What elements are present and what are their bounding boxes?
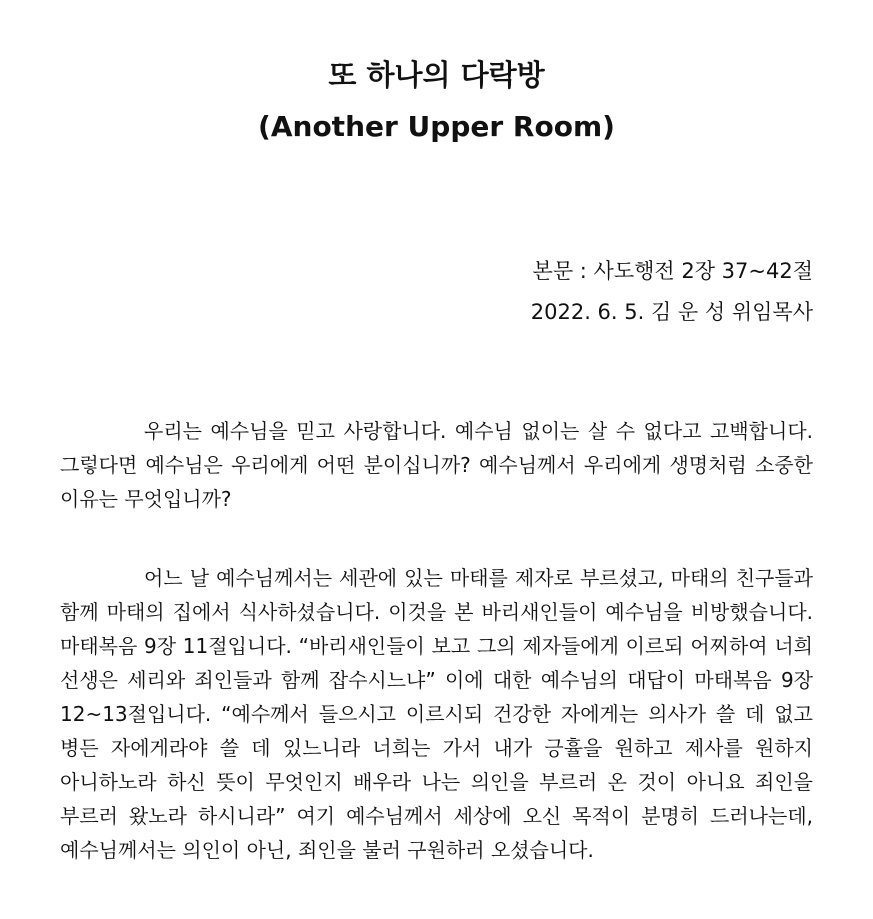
scripture-reference: 본문 : 사도행전 2장 37~42절 (532, 259, 813, 283)
sermon-title-korean: 또 하나의 다락방 (328, 58, 545, 92)
sermon-title-english: (Another Upper Room) (258, 110, 615, 143)
body-paragraph-2: 어느 날 예수님께서는 세관에 있는 마태를 제자로 부르셨고, 마태의 친구들과 함께 마태의 집에서 식사하셨습니다. 이것을 본 바리새인들이 예수님을 비방했습니다. 마태복음 9장 11절입니다. “바리새인들이 보고 그의 제자들에게 이르되 어찌하여 너희 선생은 세리와 죄인들과 함께 잡수시느냐” 이에 대한 예수님의 대답이 마태복음 9장 12~13절입니다. “예수께서 들으시고 이르시되 건강한 자에게는 의사가 쓸 데 없고 병든 자에게라야 쓸 데 있느니라 너희는 가서 내가 긍휼을 원하고 제사를 원하지 아니하노라 하신 뜻이 무엇인지 배우라 나는 의인을 부르러 온 것이 아니요 죄인을 부르러 왔노라 하시니라” 여기 예수님께서 세상에 오신 목적이 분명히 드러나는데, 예수님께서는 의인이 아닌, 죄인을 불러 구원하러 오셨습니다. (60, 566, 813, 862)
body-paragraph-1: 우리는 예수님을 믿고 사랑합니다. 예수님 없이는 살 수 없다고 고백합니다. 그렇다면 예수님은 우리에게 어떤 분이십니까? 예수님께서 우리에게 생명처럼 소중한 이유는 무엇입니까? (60, 419, 813, 511)
date-and-author: 2022. 6. 5. 김 운 성 위임목사 (530, 300, 813, 324)
